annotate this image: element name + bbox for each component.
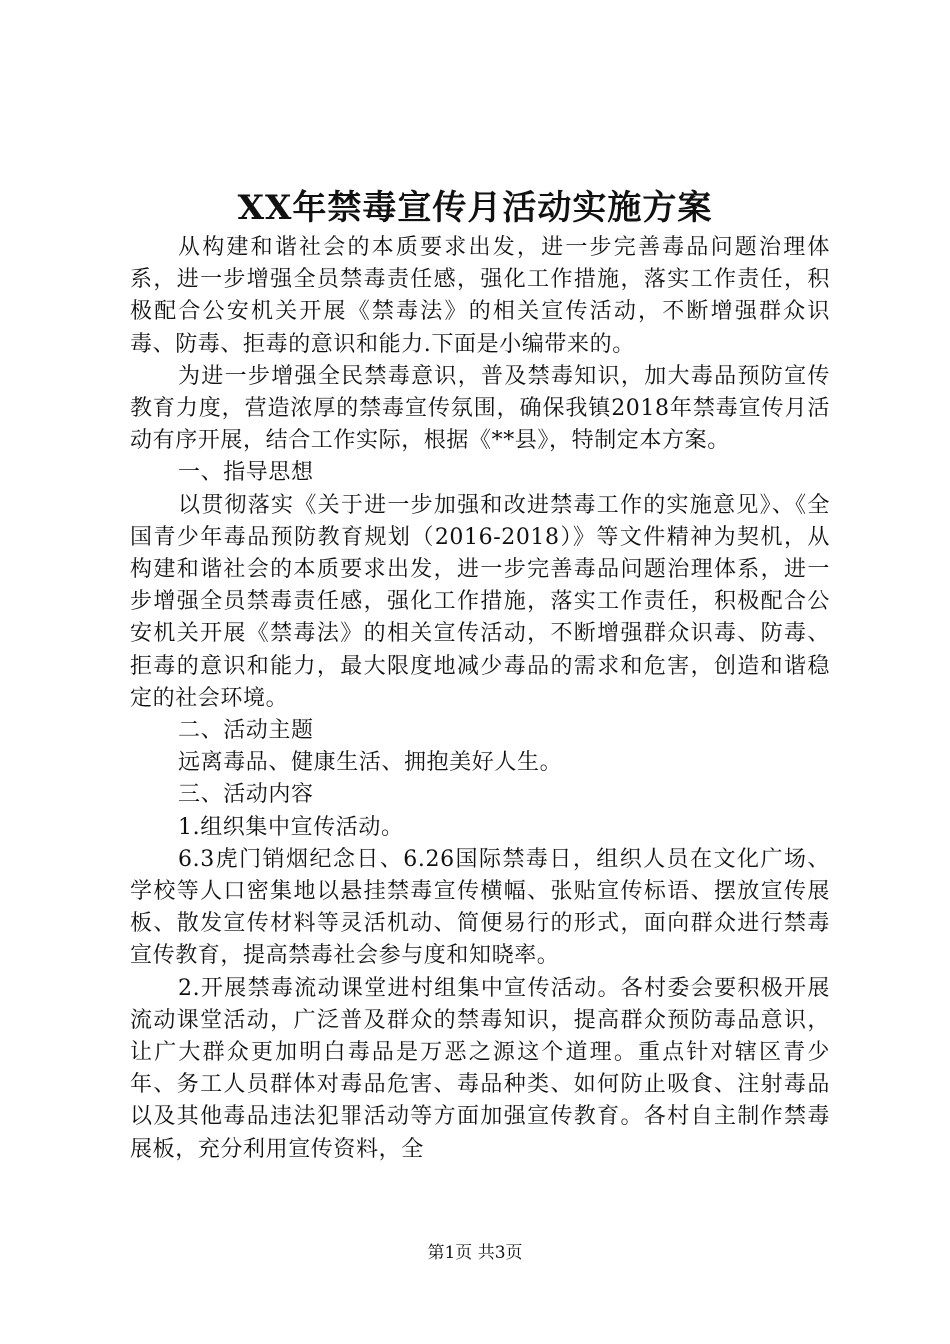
paragraph-mobile-classroom: 2.开展禁毒流动课堂进村组集中宣传活动。各村委会要积极开展流动课堂活动，广泛普及群众的禁毒知识，提高群众预防毒品意识，让广大群众更加明白毒品是万恶之源这个道理。重点针对辖区青少年、务工人员群体对毒品危害、毒品种类、如何防止吸食、注射毒品以及其他毒品违法犯罪活动等方面加强宣传教育。各村自主制作禁毒展板，充分利用宣传资料，全: [130, 975, 830, 1162]
paragraph-intro: 从构建和谐社会的本质要求出发，进一步完善毒品问题治理体系，进一步增强全员禁毒责任感，强化工作措施，落实工作责任，积极配合公安机关开展《禁毒法》的相关宣传活动，不断增强群众识毒、防毒、拒毒的意识和能力.下面是小编带来的。: [130, 235, 830, 357]
subheading-centralized-promotion: 1.组织集中宣传活动。: [178, 814, 404, 840]
paragraph-guiding-thought: 以贯彻落实《关于进一步加强和改进禁毒工作的实施意见》、《全国青少年毒品预防教育规划（2016-2018）》等文件精神为契机，从构建和谐社会的本质要求出发，进一步完善毒品问题治理体系，进一步增强全员禁毒责任感，强化工作措施，落实工作责任，积极配合公安机关开展《禁毒法》的相关宣传活动，不断增强群众识毒、防毒、拒毒的意识和能力，最大限度地减少毒品的需求和危害，创造和谐稳定的社会环境。: [130, 492, 830, 711]
paragraph-purpose: 为进一步增强全民禁毒意识，普及禁毒知识，加大毒品预防宣传教育力度，营造浓厚的禁毒宣传氛围，确保我镇2018年禁毒宣传月活动有序开展，结合工作实际，根据《**县》，特制定本方案。: [130, 363, 830, 454]
paragraph-centralized-promotion: 6.3虎门销烟纪念日、6.26国际禁毒日，组织人员在文化广场、学校等人口密集地以悬挂禁毒宣传横幅、张贴宣传标语、摆放宣传展板、散发宣传材料等灵活机动、简便易行的形式，面向群众进行禁毒宣传教育，提高禁毒社会参与度和知晓率。: [130, 846, 830, 969]
section-heading-guiding-thought: 一、指导思想: [178, 460, 314, 486]
section-heading-activity-content: 三、活动内容: [178, 782, 314, 808]
page-number-footer: 第1页 共3页: [427, 1243, 523, 1263]
paragraph-activity-theme: 远离毒品、健康生活、拥抱美好人生。: [178, 750, 563, 776]
document-title: XX年禁毒宣传月活动实施方案: [237, 188, 713, 228]
document-body: [130, 232, 830, 1166]
section-heading-activity-theme: 二、活动主题: [178, 718, 314, 744]
